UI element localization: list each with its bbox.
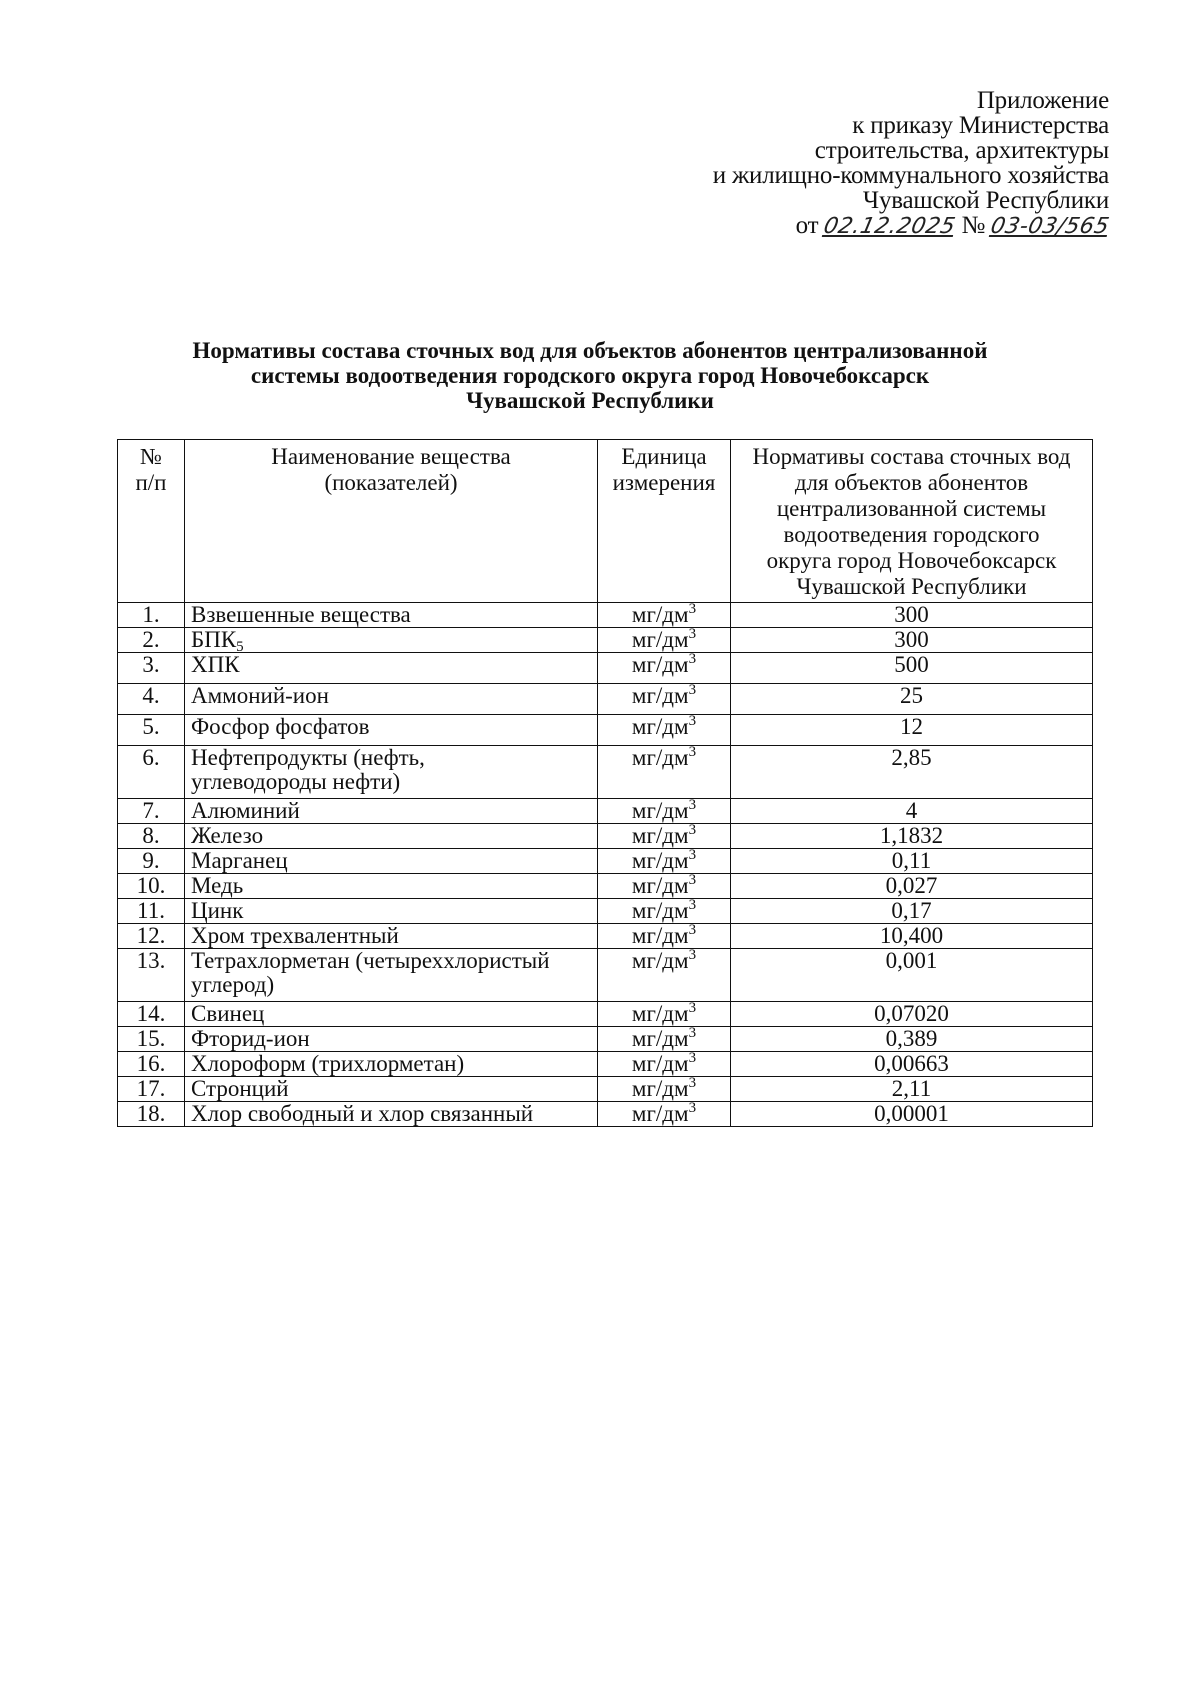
table-row [118,715,1093,746]
row-number: 5. [118,715,185,746]
table-row [118,1002,1093,1027]
row-number: 3. [118,653,185,684]
row-number: 10. [118,874,185,899]
document-title [160,338,1020,413]
row-number: 12. [118,924,185,949]
substance-name: Железо [185,824,598,849]
unit: $мг/дм^3$ [598,603,731,628]
table-row [118,628,1093,653]
row-number: 6. [118,746,185,799]
unit: $мг/дм^3$ [598,1077,731,1102]
norms-table [117,439,1093,1127]
table-row [118,603,1093,628]
row-number: 17. [118,1077,185,1102]
header-substance-name: Наименование вещества (показателей) [185,440,598,603]
norm-value: 2,11 [731,1077,1093,1102]
row-number: 9. [118,849,185,874]
table-row [118,899,1093,924]
header-line: Приложение [976,87,1109,114]
row-number: 7. [118,799,185,824]
row-number: 15. [118,1027,185,1052]
appendix-header [549,87,1112,239]
title-line: системы водоотведения городского округа город Новочебоксарск [250,363,930,388]
header-number: № п/п [118,440,185,603]
substance-name: ХПК [185,653,598,684]
table-row [118,799,1093,824]
unit: $мг/дм^3$ [598,799,731,824]
unit: $мг/дм^3$ [598,1052,731,1077]
table-row [118,1102,1093,1127]
order-prefix: от [795,212,819,239]
header-unit: Единица измерения [598,440,731,603]
order-number-label: № [961,212,986,239]
table-row [118,949,1093,1002]
unit: $мг/дм^3$ [598,1027,731,1052]
table-row [118,849,1093,874]
unit: $мг/дм^3$ [598,899,731,924]
header-line: к приказу Министерства [852,112,1109,139]
unit: $мг/дм^3$ [598,715,731,746]
substance-name: Фосфор фосфатов [185,715,598,746]
header-norm-value: Нормативы состава сточных вод для объектов абонентов централизованной системы водоотведения городского округа город Новочебоксарск Чувашской Республики [731,440,1093,603]
substance-name: Цинк [185,899,598,924]
unit: $мг/дм^3$ [598,1102,731,1127]
norm-value: 500 [731,653,1093,684]
norm-value: 1,1832 [731,824,1093,849]
table-row [118,824,1093,849]
row-number: 18. [118,1102,185,1127]
substance-name: Взвешенные вещества [185,603,598,628]
row-number: 4. [118,684,185,715]
unit: $мг/дм^3$ [598,653,731,684]
substance-name: Тетрахлорметан (четыреххлористый углерод) [185,949,598,1002]
row-number: 16. [118,1052,185,1077]
substance-name: Стронций [185,1077,598,1102]
row-number: 11. [118,899,185,924]
norm-value: 4 [731,799,1093,824]
table-row [118,684,1093,715]
row-number: 13. [118,949,185,1002]
order-date-handwritten: 02.12.2025 [821,214,959,239]
row-number: 14. [118,1002,185,1027]
substance-subscript: 5 [236,639,244,655]
norm-value: 0,001 [731,949,1093,1002]
table-row [118,874,1093,899]
substance-name: Нефтепродукты (нефть, углеводороды нефти) [185,746,598,799]
substance-name: Фторид-ион [185,1027,598,1052]
norm-value: 25 [731,684,1093,715]
row-number: 1. [118,603,185,628]
norm-value: 0,11 [731,849,1093,874]
order-number-handwritten: 03-03/565 [988,214,1112,239]
unit: $мг/дм^3$ [598,949,731,1002]
norm-value: 0,00663 [731,1052,1093,1077]
substance-name: Медь [185,874,598,899]
norm-value: 12 [731,715,1093,746]
norm-value: 2,85 [731,746,1093,799]
unit: $мг/дм^3$ [598,824,731,849]
table-row [118,653,1093,684]
substance-name: Хлор свободный и хлор связанный [185,1102,598,1127]
unit: $мг/дм^3$ [598,746,731,799]
order-reference [549,212,1112,239]
norm-value: 300 [731,628,1093,653]
substance-name: Аммоний-ион [185,684,598,715]
norm-value: 0,17 [731,899,1093,924]
substance-name: Хлороформ (трихлорметан) [185,1052,598,1077]
table-row [118,1027,1093,1052]
header-line: строительства, архитектуры [814,137,1109,164]
substance-name: Свинец [185,1002,598,1027]
norm-value: 0,07020 [731,1002,1093,1027]
unit: $мг/дм^3$ [598,874,731,899]
substance-name: $БПК_5$ [185,628,598,653]
unit: $мг/дм^3$ [598,924,731,949]
norm-value: 0,389 [731,1027,1093,1052]
substance-name: Алюминий [185,799,598,824]
header-line: и жилищно-коммунального хозяйства [712,162,1109,189]
unit: $мг/дм^3$ [598,1002,731,1027]
unit: $мг/дм^3$ [598,849,731,874]
title-line: Нормативы состава сточных вод для объектов абонентов централизованной [192,338,988,363]
table-row [118,924,1093,949]
row-number: 2. [118,628,185,653]
unit: $мг/дм^3$ [598,628,731,653]
unit: $мг/дм^3$ [598,684,731,715]
substance-name: Марганец [185,849,598,874]
table-row [118,746,1093,799]
row-number: 8. [118,824,185,849]
norm-value: 0,00001 [731,1102,1093,1127]
header-line: Чувашской Республики [862,187,1109,214]
table-header-row [118,440,1093,603]
table-row [118,1077,1093,1102]
table-row [118,1052,1093,1077]
title-line: Чувашской Республики [466,388,714,413]
norm-value: 300 [731,603,1093,628]
norm-value: 10,400 [731,924,1093,949]
norm-value: 0,027 [731,874,1093,899]
substance-name: Хром трехвалентный [185,924,598,949]
